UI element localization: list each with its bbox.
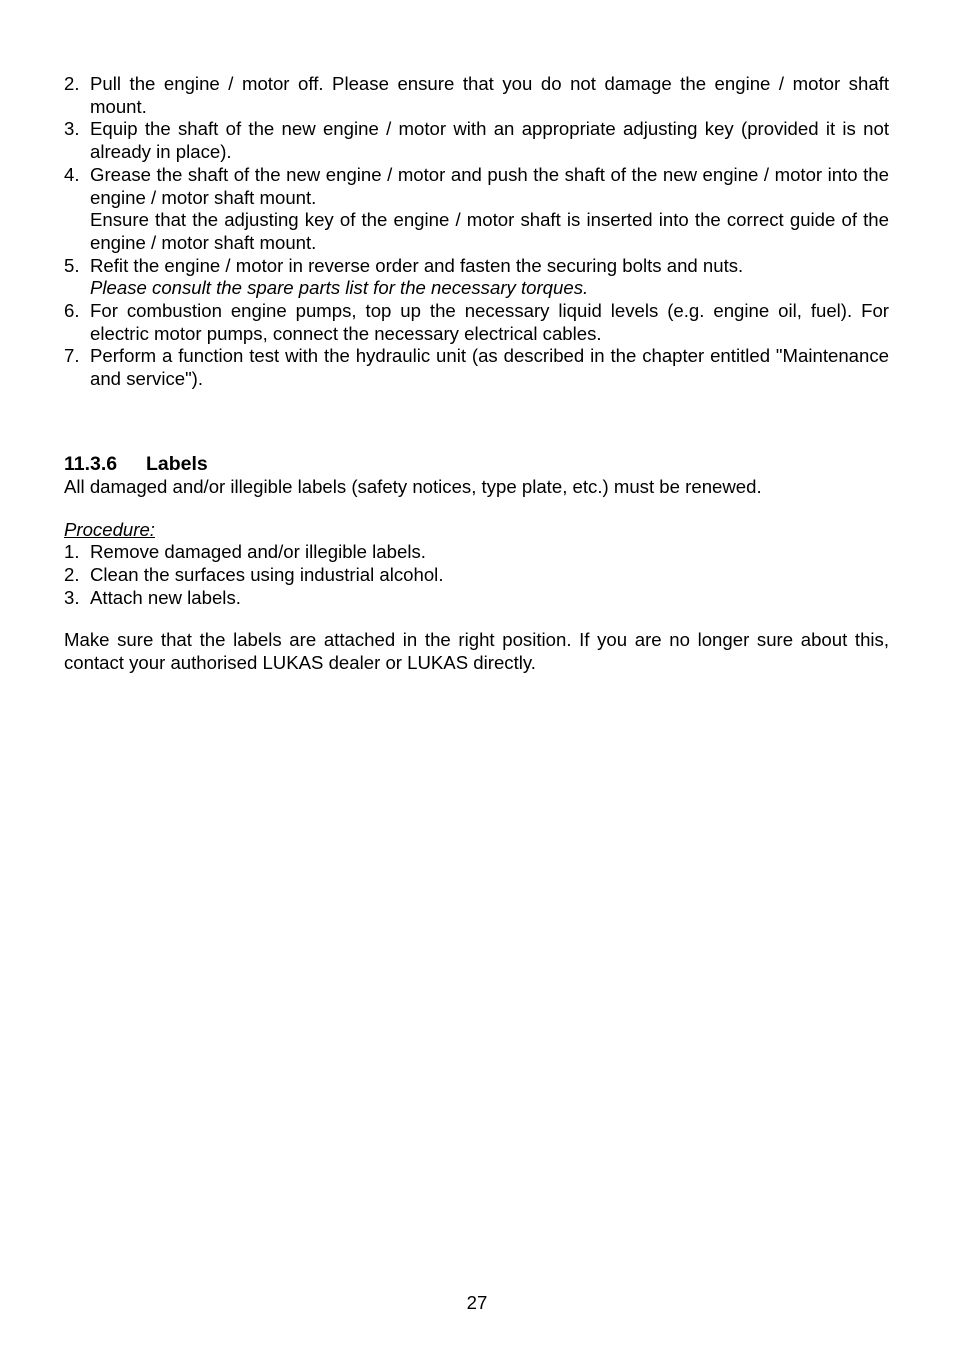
step-list-top xyxy=(64,73,889,391)
section-intro: All damaged and/or illegible labels (safety notices, type plate, etc.) must be renewed. xyxy=(64,475,762,497)
section-number: 11.3.6 xyxy=(64,452,118,475)
list-item xyxy=(64,118,889,163)
step-text: Perform a function test with the hydraulic unit (as described in the chapter entitled "Maintenance and service"). xyxy=(90,345,889,390)
step-number: 1. xyxy=(64,541,80,563)
step-text: For combustion engine pumps, top up the necessary liquid levels (e.g. engine oil, fuel). For electric motor pumps, connect the necessary electrical cables. xyxy=(90,300,889,344)
list-item xyxy=(64,587,889,610)
step-number: 2. xyxy=(64,563,80,585)
list-item xyxy=(64,541,889,564)
step-number: 4. xyxy=(64,163,80,185)
step-number: 2. xyxy=(64,73,80,94)
list-item xyxy=(64,164,889,255)
closing-paragraph: Make sure that the labels are attached in the right position. If you are no longer sure about this, contact your authorised LUKAS dealer or LUKAS directly. xyxy=(64,629,889,674)
step-number: 3. xyxy=(64,118,80,140)
step-number: 5. xyxy=(64,254,80,276)
procedure-label: Procedure: xyxy=(64,518,155,540)
procedure-step-list xyxy=(64,541,889,609)
step-text: Equip the shaft of the new engine / motor with an appropriate adjusting key (provided it is not already in place). xyxy=(90,118,889,163)
step-text: Grease the shaft of the new engine / motor and push the shaft of the new engine / motor into the engine / motor shaft mount. xyxy=(90,163,889,208)
page-number: 27 xyxy=(466,1292,488,1313)
step-text: Remove damaged and/or illegible labels. xyxy=(90,541,426,563)
step-text: Refit the engine / motor in reverse order and fasten the securing bolts and nuts. xyxy=(90,254,744,276)
step-note: Please consult the spare parts list for the necessary torques. xyxy=(90,277,589,299)
list-item xyxy=(64,300,889,345)
step-number: 7. xyxy=(64,345,80,367)
step-text: Clean the surfaces using industrial alcohol. xyxy=(90,563,444,585)
section-title: Labels xyxy=(146,452,208,475)
list-item xyxy=(64,255,889,300)
section-heading xyxy=(64,453,889,476)
step-number: 3. xyxy=(64,586,80,608)
step-text: Pull the engine / motor off. Please ensure that you do not damage the engine / motor shaft mount. xyxy=(90,73,889,117)
step-text: Attach new labels. xyxy=(90,586,241,608)
list-item xyxy=(64,564,889,587)
step-text-continuation: Ensure that the adjusting key of the engine / motor shaft is inserted into the correct guide of the engine / motor shaft mount. xyxy=(90,209,889,253)
list-item xyxy=(64,73,889,118)
list-item xyxy=(64,345,889,390)
step-number: 6. xyxy=(64,300,80,322)
document-page xyxy=(64,73,889,675)
